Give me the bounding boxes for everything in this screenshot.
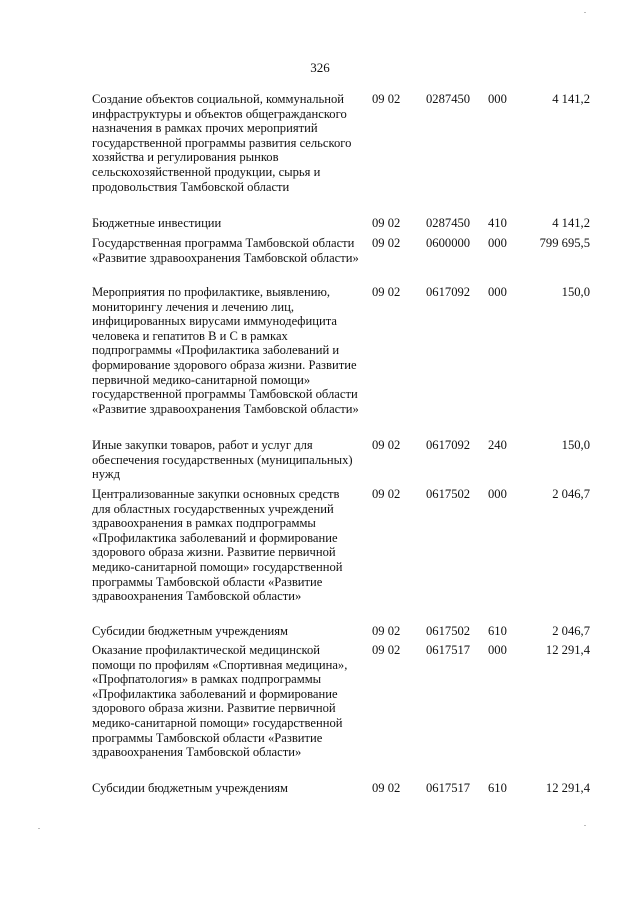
row-target-code: 0617502: [426, 624, 471, 638]
row-section: 09 02: [372, 216, 401, 230]
row-expense-type: 000: [488, 92, 507, 106]
row-target-code: 0287450: [426, 92, 471, 106]
row-target-code: 0617517: [426, 643, 471, 657]
row-section: 09 02: [372, 92, 401, 106]
row-target-code: 0617502: [426, 487, 471, 501]
row-section: 09 02: [372, 624, 401, 638]
row-expense-type: 000: [488, 643, 507, 657]
row-description: Оказание профилактической медицинской помощи по профилям «Спортивная медицина», «Профпатология» в рамках подпрограммы «Профилактика заболеваний и формирование здорового образа жизни. Развитие первичной медико-санитарной помощи» государственной программы Тамбовской области «Развитие здравоохранения Тамбовской области»: [92, 643, 348, 760]
scan-speck: [584, 12, 586, 13]
row-section: 09 02: [372, 285, 401, 299]
page-number: 326: [310, 60, 330, 75]
row-description: Субсидии бюджетным учреждениям: [92, 624, 288, 638]
row-expense-type: 610: [488, 781, 507, 795]
row-target-code: 0600000: [426, 236, 471, 250]
row-expense-type: 000: [488, 236, 507, 250]
row-expense-type: 000: [488, 487, 507, 501]
row-section: 09 02: [372, 487, 401, 501]
row-description: Бюджетные инвестиции: [92, 216, 222, 230]
row-amount: 4 141,2: [552, 92, 590, 106]
row-amount: 4 141,2: [552, 216, 590, 230]
row-target-code: 0617517: [426, 781, 471, 795]
row-description: Создание объектов социальной, коммунальной инфраструктуры и объектов общегражданского назначения в рамках прочих мероприятий государственной программы развития сельского хозяйства и регулирования рынков сельскохозяйственной продукции, сырья и продовольствия Тамбовской области: [92, 92, 352, 194]
row-expense-type: 610: [488, 624, 507, 638]
row-section: 09 02: [372, 643, 401, 657]
row-amount: 799 695,5: [539, 236, 590, 250]
row-target-code: 0617092: [426, 285, 471, 299]
row-expense-type: 240: [488, 438, 507, 452]
scan-speck: [38, 828, 40, 829]
row-amount: 2 046,7: [552, 487, 590, 501]
row-description: Субсидии бюджетным учреждениям: [92, 781, 288, 795]
row-expense-type: 000: [488, 285, 507, 299]
row-amount: 12 291,4: [545, 781, 590, 795]
row-expense-type: 410: [488, 216, 507, 230]
row-description: Государственная программа Тамбовской области «Развитие здравоохранения Тамбовской области»: [92, 236, 359, 265]
row-description: Иные закупки товаров, работ и услуг для обеспечения государственных (муниципальных) нужд: [92, 438, 353, 482]
scan-speck: [584, 825, 586, 826]
row-amount: 2 046,7: [552, 624, 590, 638]
row-description: Централизованные закупки основных средств для областных государственных учреждений здравоохранения в рамках подпрограммы «Профилактика заболеваний и формирование здорового образа жизни. Развитие первичной медико-санитарной помощи» государственной программы Тамбовской области «Развитие здравоохранения Тамбовской области»: [92, 487, 343, 604]
row-section: 09 02: [372, 438, 401, 452]
row-amount: 150,0: [561, 438, 590, 452]
row-section: 09 02: [372, 236, 401, 250]
row-target-code: 0287450: [426, 216, 471, 230]
row-description: Мероприятия по профилактике, выявлению, мониторингу лечения и лечению лиц, инфицированных вирусами иммунодефицита человека и гепатитов В и С в рамках подпрограммы «Профилактика заболеваний и формирование здорового образа жизни. Развитие первичной медико-санитарной помощи» государственной программы Тамбовской области «Развитие здравоохранения Тамбовской области»: [92, 285, 359, 416]
row-amount: 12 291,4: [545, 643, 590, 657]
row-amount: 150,0: [561, 285, 590, 299]
row-target-code: 0617092: [426, 438, 471, 452]
row-section: 09 02: [372, 781, 401, 795]
